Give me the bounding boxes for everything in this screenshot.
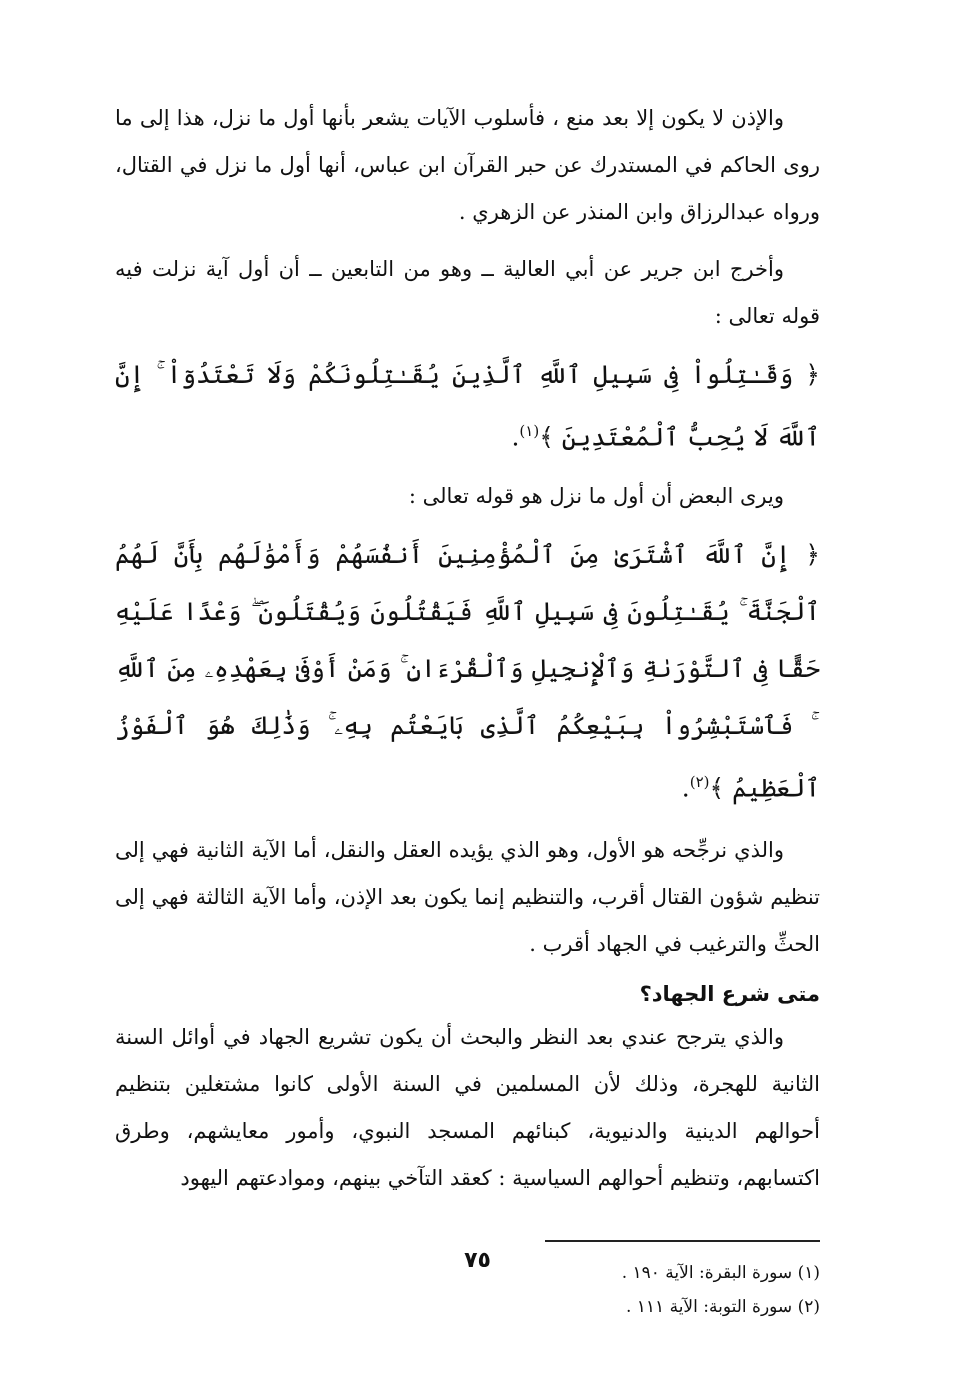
quran-verse-baqarah: ﴿ وَقَـٰتِلُواْ فِى سَبِيلِ ٱللَّهِ ٱلَّذِينَ يُقَـٰتِلُونَكُمْ وَلَا تَعْتَدُوٓاْ ۚ إِنَّ ٱللَّهَ لَا يُحِبُّ ٱلْمُعْتَدِينَ ﴾$^{(١)}$. — [115, 360, 820, 452]
verse-text: ﴿ إِنَّ ٱللَّهَ ٱشْتَرَىٰ مِنَ ٱلْمُؤْمِنِينَ أَنفُسَهُمْ وَأَمْوَٰلَهُم بِأَنَّ لَهُمُ ٱلْجَنَّةَ ۚ يُقَـٰتِلُونَ فِى سَبِيلِ ٱللَّهِ فَيَقْتُلُونَ وَيُقْتَلُونَ ۖ وَعْدًا عَلَيْهِ حَقًّا فِى ٱلتَّوْرَىٰةِ وَٱلْإِنجِيلِ وَٱلْقُرْءَانِ ۚ وَمَنْ أَوْفَىٰ بِعَهْدِهِۦ مِنَ ٱللَّهِ ۚ فَٱسْتَبْشِرُواْ بِبَيْعِكُمُ ٱلَّذِى بَايَعْتُم بِهِۦ ۚ وَذَٰلِكَ هُوَ ٱلْفَوْزُ ٱلْعَظِيمُ ﴾ — [115, 540, 820, 803]
verse-text: ﴿ وَقَـٰتِلُواْ فِى سَبِيلِ ٱللَّهِ ٱلَّذِينَ يُقَـٰتِلُونَكُمْ وَلَا تَعْتَدُوٓاْ ۚ إِنَّ ٱللَّهَ لَا يُحِبُّ ٱلْمُعْتَدِينَ ﴾ — [115, 360, 820, 452]
paragraph-legislation: والذي يترجح عندي بعد النظر والبحث أن يكون تشريع الجهاد في أوائل السنة الثانية للهجرة، وذلك لأن المسلمين في السنة الأولى كانوا مشتغلين بتنظيم أحوالهم الدينية والدنيوية، كبنائهم المسجد النبوي، وأمور معايشهم، وطرق اكتسابهم، وتنظيم أحوالهم السياسية : كعقد التآخي بينهم، وموادعتهم اليهود — [115, 1024, 820, 1190]
quran-verse-tawbah: ﴿ إِنَّ ٱللَّهَ ٱشْتَرَىٰ مِنَ ٱلْمُؤْمِنِينَ أَنفُسَهُمْ وَأَمْوَٰلَهُم بِأَنَّ لَهُمُ ٱلْجَنَّةَ ۚ يُقَـٰتِلُونَ فِى سَبِيلِ ٱللَّهِ فَيَقْتُلُونَ وَيُقْتَلُونَ ۖ وَعْدًا عَلَيْهِ حَقًّا فِى ٱلتَّوْرَىٰةِ وَٱلْإِنجِيلِ وَٱلْقُرْءَانِ ۚ وَمَنْ أَوْفَىٰ بِعَهْدِهِۦ مِنَ ٱللَّهِ ۚ فَٱسْتَبْشِرُواْ بِبَيْعِكُمُ ٱلَّذِى بَايَعْتُم بِهِۦ ۚ وَذَٰلِكَ هُوَ ٱلْفَوْزُ ٱلْعَظِيمُ ﴾$^{(٢)}$. — [115, 540, 820, 803]
page-number: ٧٥ — [464, 1248, 491, 1273]
footnote-ref-2: (٢) — [689, 773, 710, 792]
paragraph-permission: والإذن لا يكون إلا بعد منع ، فأسلوب الآيات يشعر بأنها أول ما نزل، هذا إلى ما روى الحاكم في المستدرك عن حبر القرآن ابن عباس، أنها أول ما نزل في القتال، ورواه عبدالرزاق وابن المنذر عن الزهري . — [115, 106, 820, 224]
paragraph-preferred: والذي نرجِّحه هو الأول، وهو الذي يؤيده العقل والنقل، أما الآية الثانية فهي إلى تنظيم شؤون القتال أقرب، والتنظيم إنما يكون بعد الإذن، وأما الآية الثالثة فهي إلى الحثِّ والترغيب في الجهاد أقرب . — [115, 837, 820, 956]
section-heading: متى شرع الجهاد؟ — [639, 981, 820, 1006]
page-body — [115, 95, 820, 1324]
paragraph-ibn-jarir: وأخرج ابن جرير عن أبي العالية ــ وهو من التابعين ــ أن أول آية نزلت فيه قوله تعالى : — [115, 257, 820, 328]
footnote-divider — [545, 1240, 820, 1242]
footnote-2: (٢) سورة التوبة: الآية ١١١ . — [625, 1296, 820, 1317]
footnote-ref-1: (١) — [519, 422, 540, 440]
footnote-1: (١) سورة البقرة: الآية ١٩٠ . — [621, 1262, 820, 1283]
paragraph-some-view: ويرى البعض أن أول ما نزل هو قوله تعالى : — [408, 484, 784, 509]
